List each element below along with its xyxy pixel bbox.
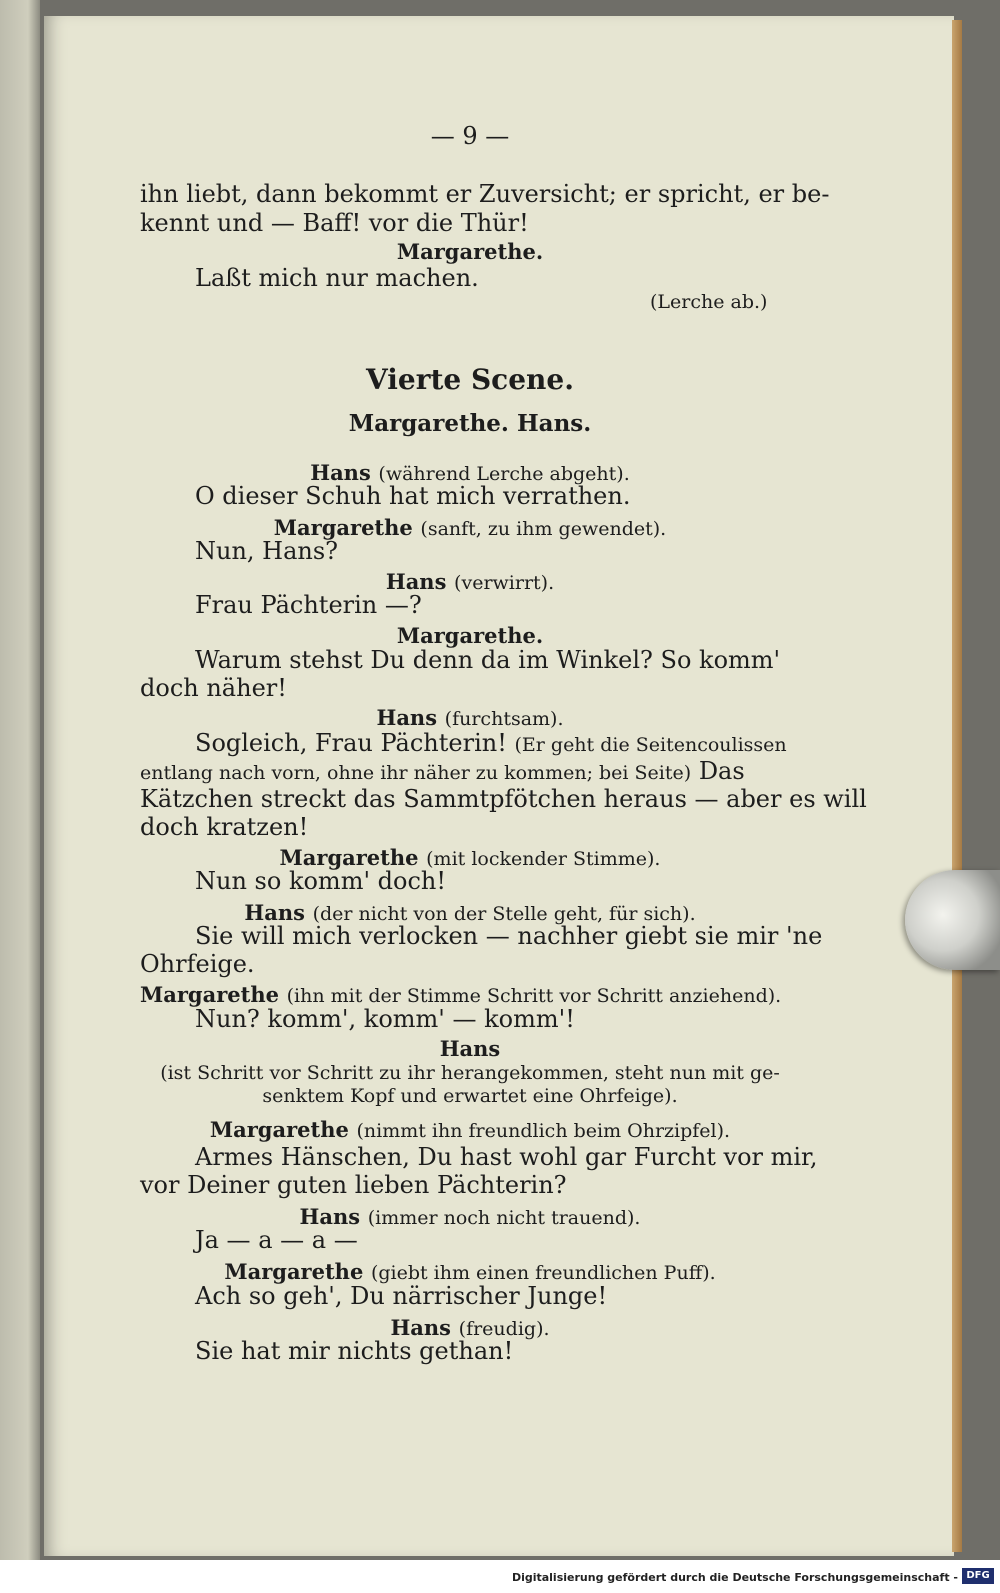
text-line: ihn liebt, dann bekommt er Zuversicht; er spricht, er be- (140, 180, 830, 208)
speaker-margarethe: Margarethe (224, 1259, 364, 1284)
speaker-margarethe: Margarethe. (396, 623, 544, 648)
speaker-margarethe: Margarethe. (396, 239, 544, 264)
speech: Sie hat mir nichts gethan! (195, 1337, 514, 1365)
speaker-margarethe: Margarethe (209, 1117, 349, 1142)
page-clip (905, 870, 1000, 970)
speech: Frau Pächterin —? (195, 591, 422, 619)
stage-direction: (nimmt ihn freundlich beim Ohrzipfel). (356, 1120, 731, 1142)
speech: Armes Hänschen, Du hast wohl gar Furcht vor mir, (195, 1143, 818, 1171)
speech: vor Deiner guten lieben Pächterin? (140, 1171, 567, 1199)
stage-direction: (Er geht die Seitencoulissen (514, 734, 787, 756)
stage-direction: (während Lerche abgeht). (378, 463, 630, 485)
stage-direction: entlang nach vorn, ohne ihr näher zu kommen; bei Seite) (140, 762, 692, 784)
speech: doch kratzen! (140, 813, 309, 841)
speech: Ach so geh', Du närrischer Junge! (195, 1282, 608, 1310)
speech-text: Sogleich, Frau Pächterin! (195, 729, 507, 757)
speaker-hans: Hans (299, 1204, 361, 1229)
facing-page-edge (0, 0, 40, 1593)
stage-direction: (giebt ihm einen freundlichen Puff). (370, 1262, 716, 1284)
stage-direction: (sanft, zu ihm gewendet). (420, 518, 667, 540)
funding-notice: Digitalisierung gefördert durch die Deutsche Forschungsgemeinschaft - (511, 1571, 958, 1584)
speech: Nun? komm', komm' — komm'! (195, 1005, 575, 1033)
stage-direction: (Lerche ab.) (650, 291, 768, 313)
speech: Ohrfeige. (140, 950, 255, 978)
text-line: kennt und — Baff! vor die Thür! (140, 209, 529, 237)
speech (195, 729, 787, 759)
speaker-line (140, 1115, 800, 1145)
stage-direction: (verwirrt). (454, 572, 555, 594)
page-number: — 9 — (430, 122, 510, 150)
speech: Nun so komm' doch! (195, 867, 447, 895)
speech (140, 757, 745, 787)
speaker-hans: Hans (310, 460, 371, 485)
scene-title: Vierte Scene. (366, 363, 574, 396)
speaker-hans: Hans (376, 705, 438, 730)
footer-bar (0, 1560, 1000, 1593)
stage-direction: (furchtsam). (444, 708, 564, 730)
speaker-margarethe: Margarethe (279, 845, 419, 870)
speaker-margarethe: Margarethe (140, 982, 279, 1007)
stage-direction: (ist Schritt vor Schritt zu ihr herangekommen, steht nun mit ge- (160, 1062, 780, 1084)
speech: Sie will mich verlocken — nachher giebt sie mir 'ne (195, 922, 823, 950)
speech: Ja — a — a — (195, 1226, 358, 1254)
stage-direction: (immer noch nicht trauend). (367, 1207, 641, 1229)
speech: O dieser Schuh hat mich verrathen. (195, 482, 631, 510)
speaker-margarethe: Margarethe (273, 515, 413, 540)
speaker-hans: Hans (244, 900, 305, 925)
speaker-hans: Hans (439, 1036, 501, 1061)
speaker-hans: Hans (385, 569, 447, 594)
stage-direction: (der nicht von der Stelle geht, für sich). (312, 903, 696, 925)
speech: Laßt mich nur machen. (195, 264, 479, 292)
speech: Kätzchen streckt das Sammtpfötchen heraus — aber es will (140, 785, 867, 813)
stage-direction: (mit lockender Stimme). (426, 848, 661, 870)
page-stack-edge (952, 20, 962, 1552)
dfg-logo: DFG (962, 1568, 994, 1584)
stage-direction: senktem Kopf und erwartet eine Ohrfeige). (262, 1085, 678, 1107)
speech: doch näher! (140, 674, 287, 702)
speech: Nun, Hans? (195, 537, 339, 565)
cast-list: Margarethe. Hans. (348, 410, 592, 437)
stage-direction: (ihn mit der Stimme Schritt vor Schritt anziehend). (286, 985, 782, 1007)
speech: Warum stehst Du denn da im Winkel? So komm' (195, 646, 781, 674)
speaker-hans: Hans (390, 1315, 452, 1340)
stage-direction: (freudig). (458, 1318, 550, 1340)
speech-text: Das (698, 757, 745, 785)
